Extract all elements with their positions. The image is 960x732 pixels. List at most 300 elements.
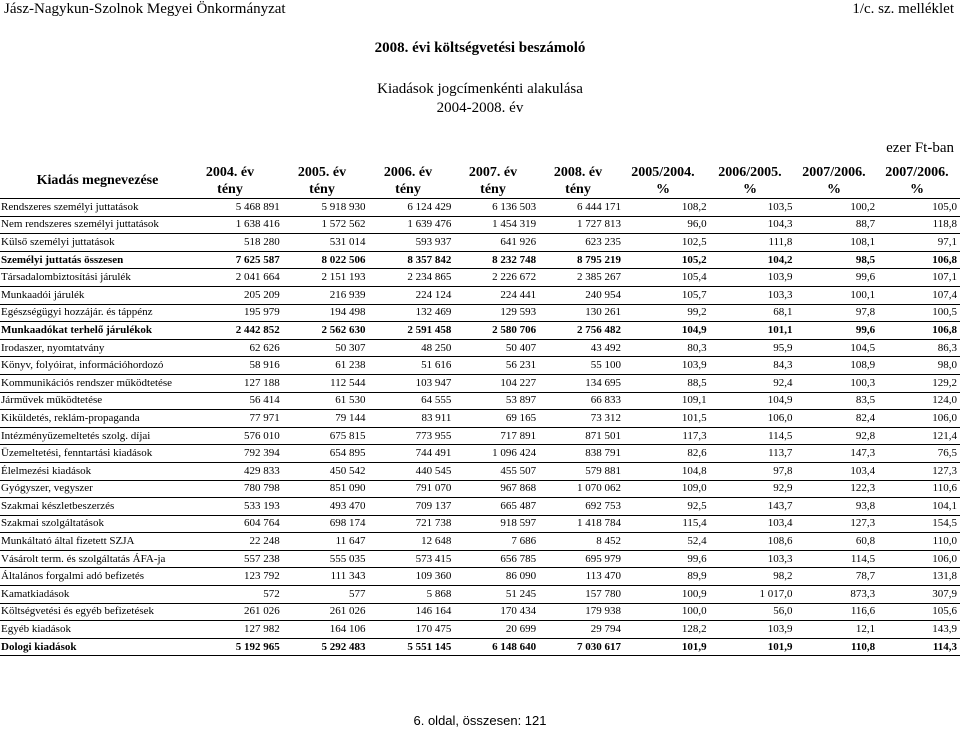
value-cell: 101,1 [710,322,796,340]
value-cell: 62 626 [195,339,283,357]
value-cell: 557 238 [195,550,283,568]
value-cell: 2 442 852 [195,322,283,340]
value-cell: 792 394 [195,445,283,463]
value-cell: 8 795 219 [539,251,624,269]
value-cell: 104 227 [454,374,539,392]
value-cell: 109,0 [624,480,710,498]
value-cell: 154,5 [878,515,960,533]
value-cell: 2 580 706 [454,322,539,340]
value-cell: 55 100 [539,357,624,375]
value-cell: 131,8 [878,568,960,586]
value-cell: 838 791 [539,445,624,463]
row-label: Egészségügyi hozzájár. és táppénz [0,304,195,322]
value-cell: 5 192 965 [195,638,283,656]
row-label: Egyéb kiadások [0,621,195,639]
column-header [185,164,275,198]
value-cell: 2 226 672 [454,269,539,287]
column-header [448,164,538,198]
value-cell: 110,0 [878,533,960,551]
table-row [0,586,960,604]
value-cell: 216 939 [283,286,369,304]
column-header-type: tény [565,182,591,197]
row-label: Nem rendszeres személyi juttatások [0,216,195,234]
value-cell: 744 491 [369,445,455,463]
value-cell: 224 124 [369,286,455,304]
value-cell: 576 010 [195,427,283,445]
value-cell: 89,9 [624,568,710,586]
value-cell: 111 343 [283,568,369,586]
value-cell: 104,5 [795,339,878,357]
value-cell: 114,5 [710,427,796,445]
value-cell: 50 407 [454,339,539,357]
value-cell: 110,8 [795,638,878,656]
value-cell: 103,5 [710,199,796,217]
value-cell: 127,3 [795,515,878,533]
value-cell: 103,3 [710,286,796,304]
value-cell: 100,9 [624,586,710,604]
value-cell: 121,4 [878,427,960,445]
value-cell: 1 418 784 [539,515,624,533]
value-cell: 8 022 506 [283,251,369,269]
value-cell: 105,2 [624,251,710,269]
value-cell: 440 545 [369,462,455,480]
value-cell: 1 639 476 [369,216,455,234]
value-cell: 5 551 145 [369,638,455,656]
value-cell: 2 151 193 [283,269,369,287]
value-cell: 107,1 [878,269,960,287]
value-cell: 113,7 [710,445,796,463]
value-cell: 455 507 [454,462,539,480]
value-cell: 43 492 [539,339,624,357]
row-label: Munkaadói járulék [0,286,195,304]
value-cell: 104,9 [710,392,796,410]
column-header-year: 2008. év [553,165,603,180]
row-label: Munkaadókat terhelő járulékok [0,322,195,340]
value-cell: 122,3 [795,480,878,498]
value-cell: 29 794 [539,621,624,639]
table-row [0,269,960,287]
value-cell: 127,3 [878,462,960,480]
value-cell: 108,9 [795,357,878,375]
value-cell: 88,5 [624,374,710,392]
value-cell: 69 165 [454,410,539,428]
value-cell: 106,8 [878,322,960,340]
row-label: Szakmai készletbeszerzés [0,498,195,516]
row-label: Kommunikációs rendszer működtetése [0,374,195,392]
value-cell: 103,9 [710,621,796,639]
value-cell: 134 695 [539,374,624,392]
value-cell: 100,0 [624,603,710,621]
value-cell: 82,6 [624,445,710,463]
value-cell: 205 209 [195,286,283,304]
column-header-type: % [656,182,670,197]
value-cell: 179 938 [539,603,624,621]
value-cell: 967 868 [454,480,539,498]
value-cell: 100,1 [795,286,878,304]
value-cell: 123 792 [195,568,283,586]
table-row [0,234,960,252]
value-cell: 1 070 062 [539,480,624,498]
column-header-type: % [827,182,841,197]
value-cell: 20 699 [454,621,539,639]
value-cell: 100,2 [795,199,878,217]
value-cell: 102,5 [624,234,710,252]
value-cell: 101,9 [624,638,710,656]
value-cell: 573 415 [369,550,455,568]
value-cell: 113 470 [539,568,624,586]
value-cell: 66 833 [539,392,624,410]
value-cell: 124,0 [878,392,960,410]
value-cell: 56 414 [195,392,283,410]
value-cell: 82,4 [795,410,878,428]
value-cell: 103,3 [710,550,796,568]
value-cell: 698 174 [283,515,369,533]
value-cell: 127 188 [195,374,283,392]
value-cell: 170 475 [369,621,455,639]
value-cell: 106,0 [710,410,796,428]
row-label: Irodaszer, nyomtatvány [0,339,195,357]
row-label: Járművek működtetése [0,392,195,410]
table-row [0,251,960,269]
value-cell: 106,0 [878,410,960,428]
value-cell: 58 916 [195,357,283,375]
value-cell: 76,5 [878,445,960,463]
value-cell: 118,8 [878,216,960,234]
value-cell: 194 498 [283,304,369,322]
value-cell: 103,4 [795,462,878,480]
value-cell: 709 137 [369,498,455,516]
value-cell: 111,8 [710,234,796,252]
table-row [0,216,960,234]
value-cell: 143,9 [878,621,960,639]
value-cell: 104,3 [710,216,796,234]
column-header [363,164,453,198]
value-cell: 86 090 [454,568,539,586]
value-cell: 518 280 [195,234,283,252]
value-cell: 104,2 [710,251,796,269]
row-label: Kamatkiadások [0,586,195,604]
value-cell: 103,4 [710,515,796,533]
value-cell: 104,8 [624,462,710,480]
table-row [0,410,960,428]
table-row [0,533,960,551]
value-cell: 851 090 [283,480,369,498]
value-cell: 112 544 [283,374,369,392]
value-cell: 92,4 [710,374,796,392]
expense-table [0,198,960,656]
value-cell: 1 638 416 [195,216,283,234]
value-cell: 6 444 171 [539,199,624,217]
value-cell: 773 955 [369,427,455,445]
value-cell: 143,7 [710,498,796,516]
row-label: Külső személyi juttatások [0,234,195,252]
value-cell: 2 562 630 [283,322,369,340]
value-cell: 97,8 [795,304,878,322]
value-cell: 307,9 [878,586,960,604]
value-cell: 665 487 [454,498,539,516]
document-title: 2008. évi költségvetési beszámoló [374,40,586,56]
value-cell: 86,3 [878,339,960,357]
table-row [0,199,960,217]
value-cell: 92,8 [795,427,878,445]
value-cell: 110,6 [878,480,960,498]
row-label: Dologi kiadások [0,638,195,656]
value-cell: 100,5 [878,304,960,322]
organization-name: Jász-Nagykun-Szolnok Megyei Önkormányzat [4,1,286,17]
value-cell: 83 911 [369,410,455,428]
table-row [0,480,960,498]
value-cell: 2 041 664 [195,269,283,287]
value-cell: 101,5 [624,410,710,428]
value-cell: 77 971 [195,410,283,428]
value-cell: 6 136 503 [454,199,539,217]
column-header-year: 2004. év [205,165,255,180]
value-cell: 105,4 [624,269,710,287]
unit-label: ezer Ft-ban [886,140,954,156]
value-cell: 127 982 [195,621,283,639]
value-cell: 105,7 [624,286,710,304]
value-cell: 261 026 [283,603,369,621]
value-cell: 593 937 [369,234,455,252]
value-cell: 7 625 587 [195,251,283,269]
value-cell: 79 144 [283,410,369,428]
column-header [872,164,960,198]
value-cell: 64 555 [369,392,455,410]
column-header [789,164,879,198]
value-cell: 109 360 [369,568,455,586]
table-row [0,357,960,375]
value-cell: 871 501 [539,427,624,445]
value-cell: 147,3 [795,445,878,463]
value-cell: 99,6 [624,550,710,568]
value-cell: 8 452 [539,533,624,551]
value-cell: 157 780 [539,586,624,604]
value-cell: 108,2 [624,199,710,217]
row-label: Társadalombiztosítási járulék [0,269,195,287]
value-cell: 717 891 [454,427,539,445]
table-row [0,286,960,304]
value-cell: 73 312 [539,410,624,428]
row-label: Gyógyszer, vegyszer [0,480,195,498]
table-row [0,498,960,516]
value-cell: 104,1 [878,498,960,516]
value-cell: 56 231 [454,357,539,375]
column-header-year: 2007/2006. [802,165,866,180]
table-row [0,638,960,656]
value-cell: 84,3 [710,357,796,375]
value-cell: 78,7 [795,568,878,586]
value-cell: 7 686 [454,533,539,551]
row-label: Munkáltató által fizetett SZJA [0,533,195,551]
value-cell: 68,1 [710,304,796,322]
value-cell: 107,4 [878,286,960,304]
document-period: 2004-2008. év [436,100,524,116]
row-label: Általános forgalmi adó befizetés [0,568,195,586]
row-label: Üzemeltetési, fenntartási kiadások [0,445,195,463]
value-cell: 261 026 [195,603,283,621]
value-cell: 50 307 [283,339,369,357]
value-cell: 1 454 319 [454,216,539,234]
value-cell: 95,9 [710,339,796,357]
row-header: Kiadás megnevezése [36,173,159,188]
value-cell: 641 926 [454,234,539,252]
column-header-year: 2007/2006. [885,165,949,180]
value-cell: 146 164 [369,603,455,621]
table-row [0,304,960,322]
value-cell: 572 [195,586,283,604]
value-cell: 450 542 [283,462,369,480]
value-cell: 129 593 [454,304,539,322]
value-cell: 692 753 [539,498,624,516]
value-cell: 105,0 [878,199,960,217]
value-cell: 52,4 [624,533,710,551]
value-cell: 108,1 [795,234,878,252]
value-cell: 105,6 [878,603,960,621]
value-cell: 6 148 640 [454,638,539,656]
value-cell: 53 897 [454,392,539,410]
value-cell: 2 385 267 [539,269,624,287]
value-cell: 721 738 [369,515,455,533]
column-header [533,164,623,198]
column-header-type: tény [395,182,421,197]
value-cell: 240 954 [539,286,624,304]
value-cell: 5 468 891 [195,199,283,217]
value-cell: 8 232 748 [454,251,539,269]
value-cell: 2 234 865 [369,269,455,287]
value-cell: 114,5 [795,550,878,568]
value-cell: 96,0 [624,216,710,234]
value-cell: 22 248 [195,533,283,551]
value-cell: 7 030 617 [539,638,624,656]
value-cell: 80,3 [624,339,710,357]
value-cell: 114,3 [878,638,960,656]
value-cell: 1 572 562 [283,216,369,234]
value-cell: 103 947 [369,374,455,392]
value-cell: 98,5 [795,251,878,269]
value-cell: 791 070 [369,480,455,498]
value-cell: 493 470 [283,498,369,516]
column-header-year: 2007. év [468,165,518,180]
value-cell: 579 881 [539,462,624,480]
column-header [618,164,708,198]
value-cell: 656 785 [454,550,539,568]
row-label: Élelmezési kiadások [0,462,195,480]
value-cell: 873,3 [795,586,878,604]
table-row [0,550,960,568]
value-cell: 1 017,0 [710,586,796,604]
table-row [0,603,960,621]
value-cell: 104,9 [624,322,710,340]
value-cell: 533 193 [195,498,283,516]
value-cell: 98,0 [878,357,960,375]
value-cell: 48 250 [369,339,455,357]
value-cell: 11 647 [283,533,369,551]
row-label: Könyv, folyóirat, információhordozó [0,357,195,375]
value-cell: 8 357 842 [369,251,455,269]
value-cell: 2 756 482 [539,322,624,340]
column-header-type: % [910,182,924,197]
value-cell: 695 979 [539,550,624,568]
column-header-year: 2005/2004. [631,165,695,180]
column-header [705,164,795,198]
table-row [0,322,960,340]
value-cell: 61 238 [283,357,369,375]
value-cell: 51 245 [454,586,539,604]
value-cell: 2 591 458 [369,322,455,340]
value-cell: 1 727 813 [539,216,624,234]
value-cell: 6 124 429 [369,199,455,217]
row-label: Kiküldetés, reklám-propaganda [0,410,195,428]
value-cell: 106,8 [878,251,960,269]
value-cell: 129,2 [878,374,960,392]
column-header-year: 2005. év [297,165,347,180]
value-cell: 92,9 [710,480,796,498]
page-footer: 6. oldal, összesen: 121 [413,713,547,728]
value-cell: 654 895 [283,445,369,463]
column-header [277,164,367,198]
value-cell: 83,5 [795,392,878,410]
value-cell: 195 979 [195,304,283,322]
value-cell: 51 616 [369,357,455,375]
row-label: Költségvetési és egyéb befizetések [0,603,195,621]
value-cell: 5 292 483 [283,638,369,656]
value-cell: 164 106 [283,621,369,639]
value-cell: 224 441 [454,286,539,304]
row-label: Szakmai szolgáltatások [0,515,195,533]
value-cell: 780 798 [195,480,283,498]
value-cell: 92,5 [624,498,710,516]
appendix-number: 1/c. sz. melléklet [852,1,954,17]
table-row [0,445,960,463]
column-header-type: tény [217,182,243,197]
row-label: Rendszeres személyi juttatások [0,199,195,217]
table-row [0,462,960,480]
value-cell: 97,8 [710,462,796,480]
value-cell: 12 648 [369,533,455,551]
value-cell: 577 [283,586,369,604]
document-subtitle: Kiadások jogcímenkénti alakulása [377,81,583,97]
table-row [0,621,960,639]
value-cell: 675 815 [283,427,369,445]
value-cell: 128,2 [624,621,710,639]
value-cell: 5 868 [369,586,455,604]
value-cell: 99,2 [624,304,710,322]
value-cell: 109,1 [624,392,710,410]
value-cell: 88,7 [795,216,878,234]
value-cell: 60,8 [795,533,878,551]
value-cell: 623 235 [539,234,624,252]
row-label: Vásárolt term. és szolgáltatás ÁFA-ja [0,550,195,568]
column-header-year: 2006. év [383,165,433,180]
value-cell: 99,6 [795,322,878,340]
value-cell: 117,3 [624,427,710,445]
value-cell: 101,9 [710,638,796,656]
column-header-type: tény [480,182,506,197]
table-row [0,374,960,392]
value-cell: 1 096 424 [454,445,539,463]
value-cell: 115,4 [624,515,710,533]
table-row [0,568,960,586]
value-cell: 108,6 [710,533,796,551]
value-cell: 132 469 [369,304,455,322]
value-cell: 103,9 [624,357,710,375]
table-row [0,339,960,357]
value-cell: 98,2 [710,568,796,586]
value-cell: 103,9 [710,269,796,287]
column-header-year: 2006/2005. [718,165,782,180]
row-label: Intézményüzemeltetés szolg. díjai [0,427,195,445]
value-cell: 130 261 [539,304,624,322]
